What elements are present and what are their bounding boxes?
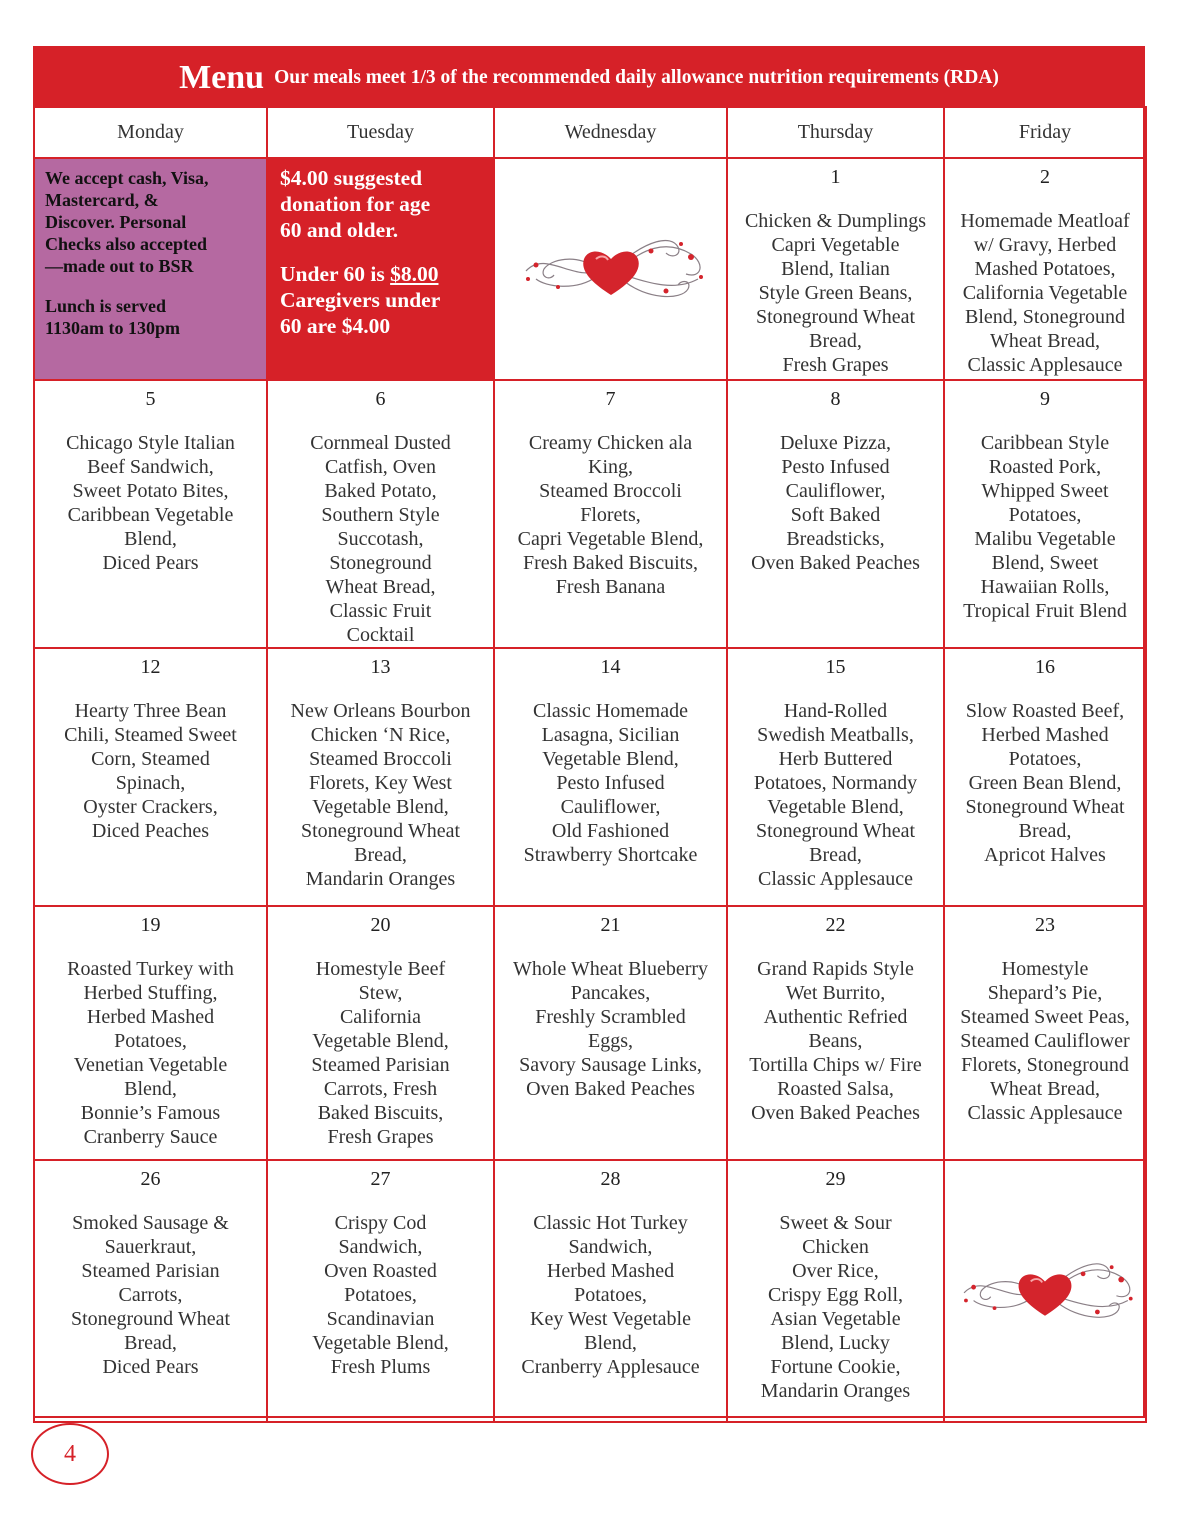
meal-item: Creamy Chicken ala xyxy=(528,432,693,454)
day-cell xyxy=(727,906,944,1160)
meal-item: Potatoes, xyxy=(114,1030,187,1052)
meal-item: Chili, Steamed Sweet xyxy=(64,724,237,746)
payment-info-line: We accept cash, Visa, xyxy=(45,168,209,188)
day-number: 27 xyxy=(370,1168,391,1190)
meal-item: Oven Baked Peaches xyxy=(751,552,920,574)
heart-decoration-cell xyxy=(944,1160,1146,1422)
payment-info-line: Mastercard, & xyxy=(45,190,159,210)
meal-item: Whole Wheat Blueberry xyxy=(512,958,709,980)
meal-item: Over Rice, xyxy=(792,1260,879,1282)
meal-item: Scandinavian xyxy=(326,1308,435,1330)
meal-item: Homestyle Beef xyxy=(315,958,446,980)
meal-item: Pancakes, xyxy=(570,982,651,1004)
meal-item: Bread, xyxy=(124,1332,177,1354)
day-number: 21 xyxy=(600,914,621,936)
meal-item: Pesto Infused xyxy=(781,456,890,478)
meal-item: Cauliflower, xyxy=(785,480,886,502)
under-60-price xyxy=(280,261,481,287)
meal-item: Capri Vegetable xyxy=(771,234,900,256)
meal-item: Vegetable Blend, xyxy=(312,796,449,818)
meal-item: Asian Vegetable xyxy=(770,1308,901,1330)
meal-item: Potatoes, xyxy=(344,1284,417,1306)
meal-item: Freshly Scrambled xyxy=(535,1006,686,1028)
day-cell xyxy=(944,906,1146,1160)
day-number: 2 xyxy=(1040,166,1050,188)
meal-item: Green Bean Blend, xyxy=(968,772,1122,794)
meal-description xyxy=(35,1211,266,1379)
menu-banner xyxy=(35,48,1143,108)
meal-item: Fortune Cookie, xyxy=(770,1356,901,1378)
meal-item: Steamed Broccoli xyxy=(309,748,452,770)
meal-item: Roasted Salsa, xyxy=(777,1078,894,1100)
meal-item: Herb Buttered xyxy=(778,748,893,770)
weekday-header-row xyxy=(34,107,1146,158)
day-header-monday: Monday xyxy=(34,107,267,158)
meal-item: Florets, Key West xyxy=(308,772,452,794)
meal-item: New Orleans Bourbon xyxy=(290,700,471,722)
meal-item: Strawberry Shortcake xyxy=(523,844,698,866)
heart-swirl-icon xyxy=(945,1251,1145,1331)
meal-item: Mashed Potatoes, xyxy=(974,258,1116,280)
meal-item: Vegetable Blend, xyxy=(767,796,904,818)
meal-item: Potatoes, xyxy=(574,1284,647,1306)
day-number: 26 xyxy=(140,1168,161,1190)
meal-item: Hand-Rolled xyxy=(783,700,888,722)
meal-item: Classic Hot Turkey xyxy=(533,1212,688,1234)
week-row xyxy=(34,1160,1146,1422)
day-number: 20 xyxy=(370,914,391,936)
day-number: 1 xyxy=(830,166,841,188)
meal-description xyxy=(268,699,493,891)
meal-item: Oven Roasted xyxy=(324,1260,437,1282)
meal-item: Deluxe Pizza, xyxy=(779,432,892,454)
meal-item: Steamed Parisian xyxy=(311,1054,450,1076)
meal-item: Hearty Three Bean xyxy=(74,700,227,722)
meal-description xyxy=(268,957,493,1149)
meal-item: Homemade Meatloaf xyxy=(960,210,1130,232)
meal-item: Pesto Infused xyxy=(556,772,665,794)
lunch-time-line: Lunch is served xyxy=(45,296,167,316)
week-row xyxy=(34,380,1146,648)
payment-info-cell xyxy=(34,158,267,380)
day-cell xyxy=(34,1160,267,1422)
meal-item: Blend, Stoneground xyxy=(965,306,1125,328)
meal-item: Herbed Mashed xyxy=(546,1260,675,1282)
week-row xyxy=(34,158,1146,380)
meal-item: Mandarin Oranges xyxy=(305,868,456,890)
meal-item: Carrots, Fresh xyxy=(323,1078,438,1100)
day-cell xyxy=(267,380,494,648)
meal-item: Bonnie’s Famous xyxy=(80,1102,221,1124)
meal-item: Stoneground Wheat xyxy=(755,820,916,842)
day-cell xyxy=(34,906,267,1160)
meal-item: Blend, Italian xyxy=(781,258,890,280)
day-cell xyxy=(944,380,1146,648)
meal-item: Oven Baked Peaches xyxy=(751,1102,920,1124)
meal-item: Slow Roasted Beef, xyxy=(965,700,1125,722)
meal-item: Chicken ‘N Rice, xyxy=(310,724,451,746)
meal-item: Cranberry Applesauce xyxy=(521,1356,700,1378)
meal-item: Blend, xyxy=(584,1332,637,1354)
meal-item: Crispy Egg Roll, xyxy=(767,1284,903,1306)
menu-calendar xyxy=(33,106,1147,1423)
day-number: 8 xyxy=(830,388,841,410)
meal-item: Potatoes, Normandy xyxy=(753,772,918,794)
day-cell xyxy=(267,1160,494,1422)
meal-item: Sandwich, xyxy=(568,1236,653,1258)
meal-item: King, xyxy=(588,456,633,478)
meal-item: Diced Peaches xyxy=(91,820,210,842)
meal-item: Succotash, xyxy=(337,528,424,550)
day-cell xyxy=(494,906,727,1160)
meal-item: Oyster Crackers, xyxy=(83,796,218,818)
day-cell xyxy=(944,158,1146,380)
meal-item: Stoneground xyxy=(329,552,432,574)
day-cell xyxy=(34,648,267,906)
day-cell xyxy=(267,648,494,906)
meal-item: Roasted Turkey with xyxy=(67,958,234,980)
meal-item: Venetian Vegetable xyxy=(73,1054,228,1076)
day-header-tuesday: Tuesday xyxy=(267,107,494,158)
meal-item: Steamed Parisian xyxy=(81,1260,220,1282)
week-row xyxy=(34,648,1146,906)
meal-item: Classic Applesauce xyxy=(758,868,913,890)
meal-description xyxy=(35,699,266,843)
meal-item: Blend, Sweet xyxy=(991,552,1099,574)
menu-frame xyxy=(33,46,1145,1418)
meal-item: Stoneground Wheat xyxy=(965,796,1125,818)
meal-item: Blend, Lucky xyxy=(781,1332,890,1354)
rda-note: Our meals meet 1/3 of the recommended daily allowance nutrition requirements (RDA) xyxy=(274,67,999,88)
donation-line: 60 and older. xyxy=(280,218,399,242)
meal-item: Bread, xyxy=(809,844,862,866)
meal-item: California Vegetable xyxy=(962,282,1128,304)
meal-item: Classic Applesauce xyxy=(967,1102,1123,1124)
meal-item: Herbed Stuffing, xyxy=(83,982,218,1004)
meal-item: Savory Sausage Links, xyxy=(519,1054,702,1076)
meal-item: Carrots, xyxy=(118,1284,183,1306)
meal-item: Hawaiian Rolls, xyxy=(980,576,1110,598)
meal-item: Vegetable Blend, xyxy=(312,1030,449,1052)
meal-item: Mandarin Oranges xyxy=(760,1380,911,1402)
meal-description xyxy=(35,957,266,1149)
meal-item: Sweet & Sour xyxy=(779,1212,892,1234)
meal-item: Chicken xyxy=(802,1236,869,1258)
meal-item: Cornmeal Dusted xyxy=(310,432,451,454)
meal-item: Authentic Refried xyxy=(763,1006,908,1028)
day-number: 28 xyxy=(600,1168,621,1190)
lunch-time-line: 1130am to 130pm xyxy=(45,318,180,338)
meal-description xyxy=(495,957,726,1101)
meal-item: Grand Rapids Style xyxy=(757,958,914,980)
meal-item: Crispy Cod xyxy=(334,1212,427,1234)
meal-item: Beans, xyxy=(808,1030,863,1052)
meal-item: Cranberry Sauce xyxy=(83,1126,218,1148)
meal-item: Fresh Baked Biscuits, xyxy=(523,552,698,574)
day-number: 23 xyxy=(1035,914,1055,936)
meal-item: Classic Homemade xyxy=(533,700,688,722)
meal-item: Capri Vegetable Blend, xyxy=(517,528,704,550)
meal-description xyxy=(495,699,726,867)
meal-item: Cocktail xyxy=(346,624,415,646)
day-cell xyxy=(494,648,727,906)
payment-info-line: Discover. Personal xyxy=(45,212,187,232)
meal-item: Chicago Style Italian xyxy=(66,432,235,454)
menu-title: Menu xyxy=(179,59,265,96)
meal-item: Bread, xyxy=(354,844,407,866)
meal-description xyxy=(268,1211,493,1379)
meal-description xyxy=(728,431,943,575)
day-number: 15 xyxy=(825,656,846,678)
meal-item: Classic Applesauce xyxy=(967,354,1123,376)
meal-item: w/ Gravy, Herbed xyxy=(973,234,1117,256)
day-cell xyxy=(494,1160,727,1422)
meal-item: Catfish, Oven xyxy=(324,456,437,478)
meal-item: Homestyle xyxy=(1001,958,1089,980)
meal-item: Apricot Halves xyxy=(984,844,1106,866)
day-header-friday: Friday xyxy=(944,107,1146,158)
meal-item: Vegetable Blend, xyxy=(312,1332,449,1354)
day-number: 9 xyxy=(1040,388,1050,410)
meal-item: Oven Baked Peaches xyxy=(526,1078,695,1100)
meal-item: Fresh Plums xyxy=(330,1356,431,1378)
meal-description xyxy=(495,1211,726,1379)
meal-item: Wheat Bread, xyxy=(990,330,1100,352)
meal-item: Fresh Grapes xyxy=(782,354,889,376)
meal-item: Swedish Meatballs, xyxy=(757,724,914,746)
meal-item: Key West Vegetable xyxy=(530,1308,691,1330)
day-number: 7 xyxy=(605,388,616,410)
meal-item: Bread, xyxy=(1018,820,1072,842)
payment-info-line: —made out to BSR xyxy=(45,256,194,276)
heart-swirl-icon xyxy=(506,229,716,309)
day-cell xyxy=(34,380,267,648)
meal-description xyxy=(268,431,493,647)
day-header-thursday: Thursday xyxy=(727,107,944,158)
day-cell xyxy=(727,158,944,380)
meal-item: Breadsticks, xyxy=(786,528,885,550)
day-cell xyxy=(727,1160,944,1422)
meal-item: Stoneground Wheat xyxy=(70,1308,231,1330)
meal-item: Florets, xyxy=(580,504,641,526)
meal-item: Beef Sandwich, xyxy=(87,456,214,478)
meal-item: Eggs, xyxy=(588,1030,633,1052)
payment-info-line: Checks also accepted xyxy=(45,234,207,254)
meal-description xyxy=(728,1211,943,1403)
meal-item: Diced Pears xyxy=(102,1356,199,1378)
day-number: 5 xyxy=(145,388,156,410)
day-number: 6 xyxy=(375,388,386,410)
meal-description xyxy=(728,699,943,891)
meal-item: Sweet Potato Bites, xyxy=(72,480,229,502)
meal-item: Tropical Fruit Blend xyxy=(963,600,1127,622)
day-number: 22 xyxy=(825,914,846,936)
meal-item: Stoneground Wheat xyxy=(300,820,461,842)
page-number: 4 xyxy=(31,1423,109,1485)
meal-item: Old Fashioned xyxy=(551,820,670,842)
meal-item: Soft Baked xyxy=(790,504,881,526)
meal-item: Diced Pears xyxy=(102,552,199,574)
meal-item: Chicken & Dumplings xyxy=(744,210,927,232)
meal-item: Roasted Pork, xyxy=(988,456,1102,478)
meal-item: Shepard’s Pie, xyxy=(987,982,1103,1004)
meal-item: Steamed Broccoli xyxy=(539,480,682,502)
meal-item: Blend, xyxy=(124,528,177,550)
meal-item: Southern Style xyxy=(321,504,440,526)
meal-item: Lasagna, Sicilian xyxy=(541,724,680,746)
meal-item: Smoked Sausage & xyxy=(72,1212,229,1234)
meal-item: Wheat Bread, xyxy=(325,576,436,598)
meal-item: Potatoes, xyxy=(1008,504,1082,526)
under-60-label: Under 60 is xyxy=(280,262,391,286)
meal-item: Corn, Steamed xyxy=(91,748,210,770)
day-cell xyxy=(267,906,494,1160)
day-number: 14 xyxy=(600,656,621,678)
day-header-wednesday: Wednesday xyxy=(494,107,727,158)
meal-item: Sauerkraut, xyxy=(104,1236,197,1258)
meal-item: Whipped Sweet xyxy=(981,480,1109,502)
day-number: 16 xyxy=(1035,656,1055,678)
meal-item: Wheat Bread, xyxy=(990,1078,1100,1100)
meal-item: Stew, xyxy=(358,982,403,1004)
donation-line: $4.00 suggested xyxy=(280,166,423,190)
day-number: 12 xyxy=(140,656,161,678)
meal-description xyxy=(728,209,943,377)
meal-item: Malibu Vegetable xyxy=(974,528,1116,550)
meal-item: Caribbean Vegetable xyxy=(67,504,234,526)
meal-item: Caribbean Style xyxy=(980,432,1110,454)
meal-item: Classic Fruit xyxy=(329,600,432,622)
meal-item: Bread, xyxy=(809,330,862,352)
caregiver-line: Caregivers under xyxy=(280,288,441,312)
day-cell xyxy=(727,380,944,648)
day-number: 29 xyxy=(825,1168,846,1190)
meal-description xyxy=(945,431,1145,623)
meal-item: Florets, Stoneground xyxy=(961,1054,1129,1076)
meal-description xyxy=(728,957,943,1125)
meal-description xyxy=(945,699,1145,867)
meal-item: Wet Burrito, xyxy=(785,982,886,1004)
meal-item: Baked Biscuits, xyxy=(317,1102,444,1124)
meal-item: Cauliflower, xyxy=(560,796,661,818)
meal-item: Spinach, xyxy=(115,772,186,794)
day-number: 13 xyxy=(370,656,391,678)
meal-item: Fresh Grapes xyxy=(327,1126,434,1148)
meal-item: Blend, xyxy=(124,1078,177,1100)
meal-item: Herbed Mashed xyxy=(86,1006,215,1028)
day-cell xyxy=(494,380,727,648)
under-60-amount: $8.00 xyxy=(390,262,439,286)
day-number: 19 xyxy=(140,914,161,936)
heart-decoration-cell xyxy=(494,158,727,380)
meal-description xyxy=(945,957,1145,1125)
donation-info-cell xyxy=(267,158,494,380)
day-cell xyxy=(727,648,944,906)
meal-item: Vegetable Blend, xyxy=(542,748,679,770)
day-cell xyxy=(944,648,1146,906)
meal-item: Sandwich, xyxy=(338,1236,423,1258)
meal-item: Potatoes, xyxy=(1008,748,1082,770)
meal-description xyxy=(495,431,726,599)
meal-item: Herbed Mashed xyxy=(981,724,1109,746)
meal-item: Steamed Cauliflower xyxy=(960,1030,1130,1052)
meal-item: Style Green Beans, xyxy=(758,282,913,304)
meal-item: Tortilla Chips w/ Fire xyxy=(749,1054,922,1076)
caregiver-line: 60 are $4.00 xyxy=(280,314,391,338)
meal-item: Fresh Banana xyxy=(555,576,666,598)
meal-description xyxy=(945,209,1145,377)
donation-line: donation for age xyxy=(280,192,431,216)
meal-item: California xyxy=(339,1006,422,1028)
meal-item: Stoneground Wheat xyxy=(755,306,916,328)
meal-item: Baked Potato, xyxy=(324,480,437,502)
meal-description xyxy=(35,431,266,575)
week-row xyxy=(34,906,1146,1160)
meal-item: Steamed Sweet Peas, xyxy=(960,1006,1130,1028)
